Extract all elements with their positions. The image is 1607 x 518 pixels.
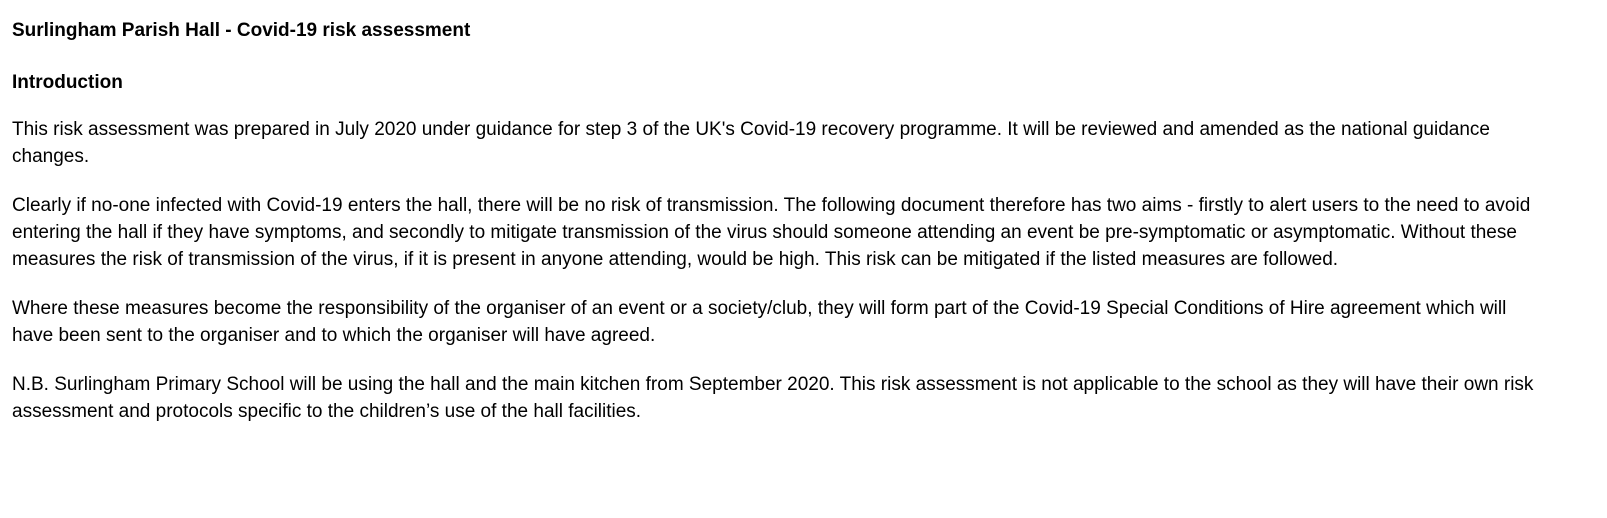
paragraph-transmission-aims: Clearly if no-one infected with Covid-19 enters the hall, there will be no risk of transmission. The following document therefore has two aims - firstly to alert users to the need to avoid entering the hall if they have symptoms, and secondly to mitigate transmission of the virus should someone attending an event be pre-symptomatic or asymptomatic. Without these measures the risk of transmission of the virus, if it is present in anyone attending, would be high. This risk can be mitigated if the listed measures are followed.: [12, 195, 1531, 271]
paragraph-preparation-date: This risk assessment was prepared in July 2020 under guidance for step 3 of the UK's Covid-19 recovery programme. It will be reviewed and amended as the national guidance changes.: [12, 119, 1490, 168]
document-title: Surlingham Parish Hall - Covid-19 risk assessment: [12, 20, 471, 41]
paragraph-organiser-responsibility: Where these measures become the responsibility of the organiser of an event or a society/club, they will form part of the Covid-19 Special Conditions of Hire agreement which will have been sent to the organiser and to which the organiser will have agreed.: [12, 298, 1507, 347]
section-heading-introduction: Introduction: [12, 71, 123, 93]
paragraph-primary-school-note: N.B. Surlingham Primary School will be using the hall and the main kitchen from September 2020. This risk assessment is not applicable to the school as they will have their own risk assessment and protocols specific to the children’s use of the hall facilities.: [12, 374, 1534, 423]
